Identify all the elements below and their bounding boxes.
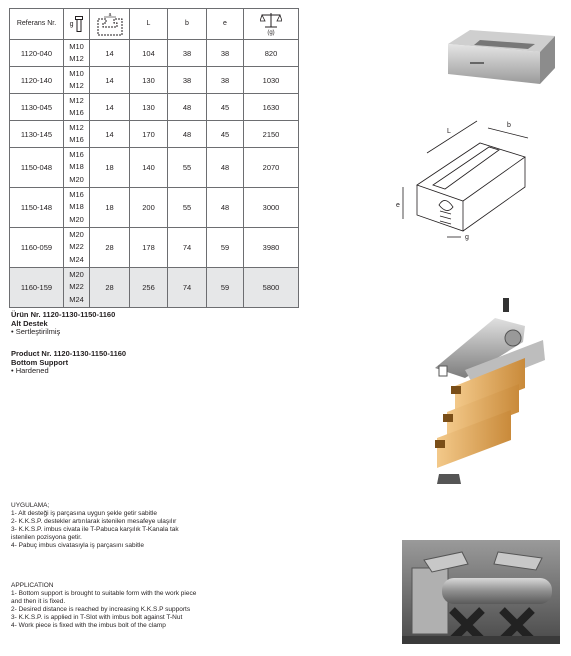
length-cell: 200 [130,188,168,228]
weight-cell: 1630 [244,94,299,121]
length-cell: 130 [130,94,168,121]
table-row [10,40,299,67]
ref-cell: 1130-145 [10,121,64,148]
length-cell: 130 [130,67,168,94]
stacked-supports-photo [425,298,555,493]
ref-cell: 1160-059 [10,228,64,268]
table-row [10,228,299,268]
thread-size: M22 [69,242,84,252]
table-row [10,94,299,121]
application-photo [402,540,560,644]
b-cell: 55 [168,148,207,188]
usage-tr-line: 3- K.K.S.P. imbus civata ile T-Pabuca karşılık T-Kanala tak [11,526,179,533]
product-number-en: Product Nr. 1120-1130-1150-1160 [11,349,127,358]
a-cell: 14 [90,94,130,121]
ref-cell: 1150-048 [10,148,64,188]
header-a [90,9,130,40]
ref-cell: 1120-140 [10,67,64,94]
thread-size: M16 [69,149,84,159]
header-g-label: g [69,20,74,28]
a-cell: 18 [90,188,130,228]
length-cell: 140 [130,148,168,188]
b-cell: 55 [168,188,207,228]
product-name-en: Bottom Support [11,357,69,367]
header-weight-unit: (g) [267,30,275,36]
a-cell: 28 [90,228,130,268]
thread-cell [64,228,90,268]
thread-size: M18 [69,202,84,212]
thread-size: M24 [69,294,84,304]
a-cell: 18 [90,148,130,188]
weight-cell: 1030 [244,67,299,94]
weight-cell: 2150 [244,121,299,148]
b-cell: 38 [168,40,207,67]
thread-cell [64,121,90,148]
header-a-label: a [108,12,111,18]
e-cell: 48 [207,148,244,188]
thread-size: M16 [69,135,84,144]
usage-en-line: 3- K.K.S.P. is applied in T-Slot with imbus bolt against T-Nut [11,614,183,621]
b-cell: 74 [168,268,207,308]
weight-cell: 3980 [244,228,299,268]
table-row [10,188,299,228]
thread-size: M12 [69,81,84,90]
thread-size: M16 [69,108,84,117]
product-number-tr: Ürün Nr. 1120-1130-1150-1160 [11,310,116,319]
usage-en-line: 1- Bottom support is brought to suitable form with the work piece [11,590,197,597]
usage-tr-line: istenilen pozisyona getir. [11,534,82,541]
a-cell: 14 [90,40,130,67]
thread-cell [64,67,90,94]
usage-tr-title: UYGULAMA; [11,502,50,509]
table-row [10,268,299,308]
spec-table [9,8,299,308]
thread-size: M16 [69,189,84,199]
thread-cell [64,40,90,67]
header-ref: Referans Nr. [10,9,64,40]
product-tr [11,311,115,337]
e-cell: 59 [207,228,244,268]
thread-size: M12 [69,122,84,132]
weight-cell: 3000 [244,188,299,228]
product-feature-en: • Hardened [11,366,49,375]
usage-tr-line: 4- Pabuç imbus civatasıyla iş parçasını sabitle [11,542,144,549]
length-cell: 170 [130,121,168,148]
thread-size: M20 [69,174,84,184]
header-g [64,9,90,40]
thread-size: M12 [69,54,84,63]
usage-en-title: APPLICATION [11,582,54,589]
thread-cell [64,188,90,228]
dimension-label-b: b [507,122,511,129]
e-cell: 38 [207,40,244,67]
weight-cell: 2070 [244,148,299,188]
weight-cell: 5800 [244,268,299,308]
b-cell: 48 [168,121,207,148]
ref-cell: 1150-148 [10,188,64,228]
dimension-label-g: g [465,234,469,241]
header-e: e [207,9,244,40]
thread-size: M10 [69,41,84,51]
thread-size: M20 [69,229,84,239]
bottom-support-photo [440,22,560,92]
product-name-tr: Alt Destek [11,318,48,328]
table-row [10,148,299,188]
e-cell: 59 [207,268,244,308]
product-feature-tr: • Sertleştirilmiş [11,327,61,336]
usage-tr-line: 2- K.K.S.P. destekler artırılarak istenilen mesafeye ulaşılır [11,518,177,525]
usage-en-line: and then it is fixed. [11,598,66,605]
thread-size: M20 [69,214,84,224]
thread-size: M24 [69,254,84,264]
ref-cell: 1130-045 [10,94,64,121]
header-L: L [130,9,168,40]
a-cell: 14 [90,121,130,148]
e-cell: 45 [207,121,244,148]
ref-cell: 1160-159 [10,268,64,308]
thread-cell [64,148,90,188]
bolt-icon [75,16,83,32]
product-en [11,350,126,376]
b-cell: 74 [168,228,207,268]
usage-en [11,582,196,630]
thread-size: M18 [69,162,84,172]
thread-size: M20 [69,269,84,279]
usage-en-line: 2- Desired distance is reached by increasing K.K.S.P supports [11,606,191,613]
table-row [10,67,299,94]
table-header-row [10,9,299,40]
t-slot-profile-icon [95,11,125,37]
spec-table-body [10,40,299,308]
e-cell: 45 [207,94,244,121]
a-cell: 14 [90,67,130,94]
b-cell: 38 [168,67,207,94]
e-cell: 38 [207,67,244,94]
b-cell: 48 [168,94,207,121]
ref-cell: 1120-040 [10,40,64,67]
length-cell: 104 [130,40,168,67]
dimension-label-L: L [447,128,451,135]
thread-cell [64,94,90,121]
thread-size: M10 [69,68,84,78]
dimension-drawing [395,115,565,245]
usage-en-line: 4- Work piece is fixed with the imbus bolt of the clamp [11,622,166,629]
length-cell: 178 [130,228,168,268]
thread-cell [64,268,90,308]
length-cell: 256 [130,268,168,308]
header-b: b [168,9,207,40]
header-weight [244,9,299,40]
dimension-label-e: e [396,202,400,209]
usage-tr-line: 1- Alt desteği iş parçasına uygun şekle getir sabitle [11,510,157,517]
weight-cell: 820 [244,40,299,67]
usage-tr [11,502,179,550]
e-cell: 48 [207,188,244,228]
thread-size: M12 [69,95,84,105]
scale-icon [260,12,282,30]
table-row [10,121,299,148]
a-cell: 28 [90,268,130,308]
thread-size: M22 [69,282,84,292]
